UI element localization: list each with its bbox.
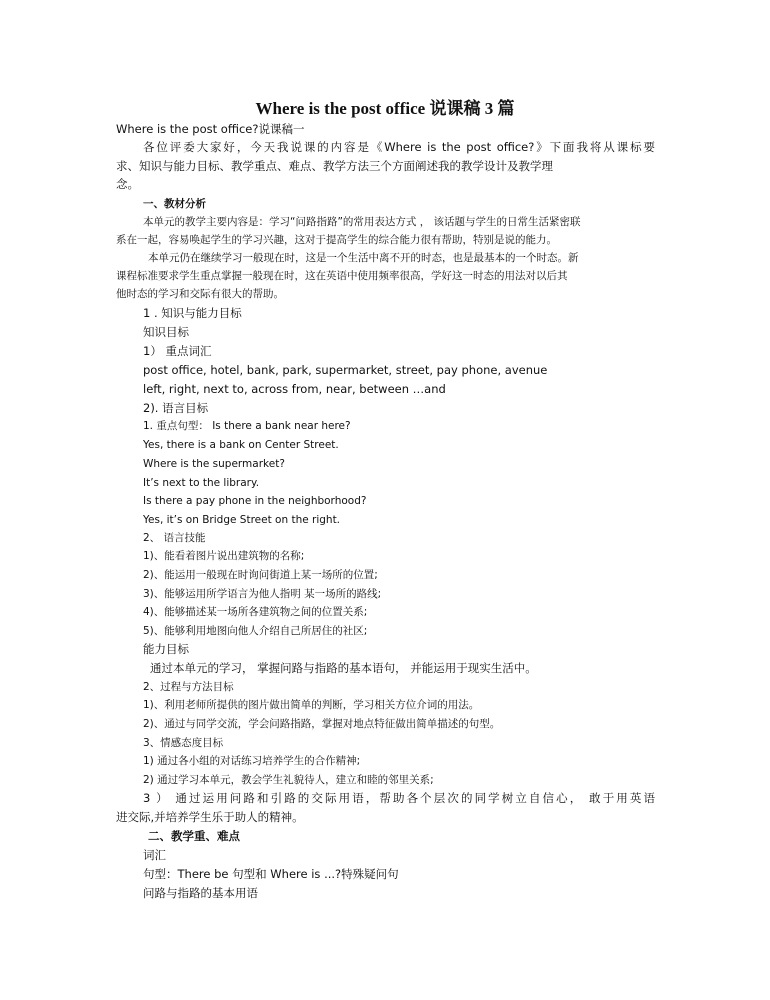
paragraph-line: 系在一起，容易唤起学生的学习兴趣，这对于提高学生的综合能力很有帮助，特别是说的能力。: [116, 234, 557, 246]
list-item: post office, hotel, bank, park, supermarket, street, pay phone, avenue: [143, 363, 548, 377]
list-item: 2)、能运用一般现在时询问街道上某一场所的位置;: [143, 569, 378, 581]
list-item: Where is the supermarket?: [143, 458, 285, 470]
list-item: 1)、利用老师所提供的图片做出简单的判断，学习相关方位介词的用法。: [143, 699, 480, 711]
paragraph-line: 他时态的学习和交际有很大的帮助。: [116, 288, 284, 300]
paragraph-line: 本单元仍在继续学习一般现在时，这是一个生活中离不开的时态，也是最基本的一个时态。新: [148, 252, 579, 264]
list-item: 3、情感态度目标: [143, 737, 224, 749]
list-item: 4)、能够描述某一场所各建筑物之间的位置关系;: [143, 606, 368, 618]
list-item: 通过本单元的学习， 掌握问路与指路的基本语句， 并能运用于现实生活中。: [150, 661, 537, 675]
list-item: Yes, there is a bank on Center Street.: [143, 439, 339, 451]
list-item: 2)、通过与同学交流，学会问路指路，掌握对地点特征做出简单描述的句型。: [143, 718, 501, 730]
list-item: 句型：There be 句型和 Where is ...?特殊疑问句: [143, 867, 399, 881]
intro-line-2: 求、知识与能力目标、教学重点、难点、教学方法三个方面阐述我的教学设计及教学理: [116, 159, 553, 173]
list-item: 1) 通过各小组的对话练习培养学生的合作精神;: [143, 755, 361, 767]
intro-line-1: 各位评委大家好，今天我说课的内容是《Where is the post office?》下面我将从课标要: [143, 140, 655, 154]
list-item: 1)、能看着图片说出建筑物的名称;: [143, 550, 305, 562]
list-item: 2) 通过学习本单元，教会学生礼貌待人，建立和睦的邻里关系;: [143, 774, 434, 786]
list-item: 进交际,并培养学生乐于助人的精神。: [116, 810, 304, 824]
intro-line-3: 念。: [116, 177, 139, 191]
paragraph-line: 本单元的教学主要内容是：学习“问路指路”的常用表达方式 ， 该话题与学生的日常生活紧密联: [143, 216, 581, 228]
list-item: It’s next to the library.: [143, 477, 260, 489]
list-item: 5)、能够利用地图向他人介绍自己所居住的社区;: [143, 625, 368, 637]
list-item: 1） 重点词汇: [143, 344, 212, 358]
list-item: 1. 重点句型： Is there a bank near here?: [143, 420, 351, 432]
list-item: 2、 语言技能: [143, 532, 206, 544]
list-item: 3)、能够运用所学语言为他人指明 某一场所的路线;: [143, 588, 382, 600]
list-item: 1 . 知识与能力目标: [143, 306, 242, 320]
section-heading-1: Where is the post office?说课稿一: [116, 122, 305, 136]
list-item: Is there a pay phone in the neighborhood?: [143, 495, 367, 507]
list-item: left, right, next to, across from, near, between …and: [143, 382, 446, 396]
paragraph-line: 课程标准要求学生重点掌握一般现在时，这在英语中使用频率很高，学好这一时态的用法对以后其: [116, 270, 568, 282]
list-item: 能力目标: [143, 642, 189, 656]
document-title: Where is the post office 说课稿 3 篇: [255, 99, 515, 118]
list-item: 2). 语言目标: [143, 401, 209, 415]
list-item: Yes, it’s on Bridge Street on the right.: [143, 514, 341, 526]
list-item: 2、过程与方法目标: [143, 681, 234, 693]
list-item: 3 ） 通过运用问路和引路的交际用语，帮助各个层次的同学树立自信心， 敢于用英语: [143, 791, 655, 805]
list-item: 问路与指路的基本用语: [143, 886, 258, 900]
heading-key-points: 二、教学重、难点: [148, 829, 240, 843]
list-item: 词汇: [143, 848, 166, 862]
heading-textbook-analysis: 一、教材分析: [143, 198, 206, 210]
list-item: 知识目标: [143, 325, 189, 339]
